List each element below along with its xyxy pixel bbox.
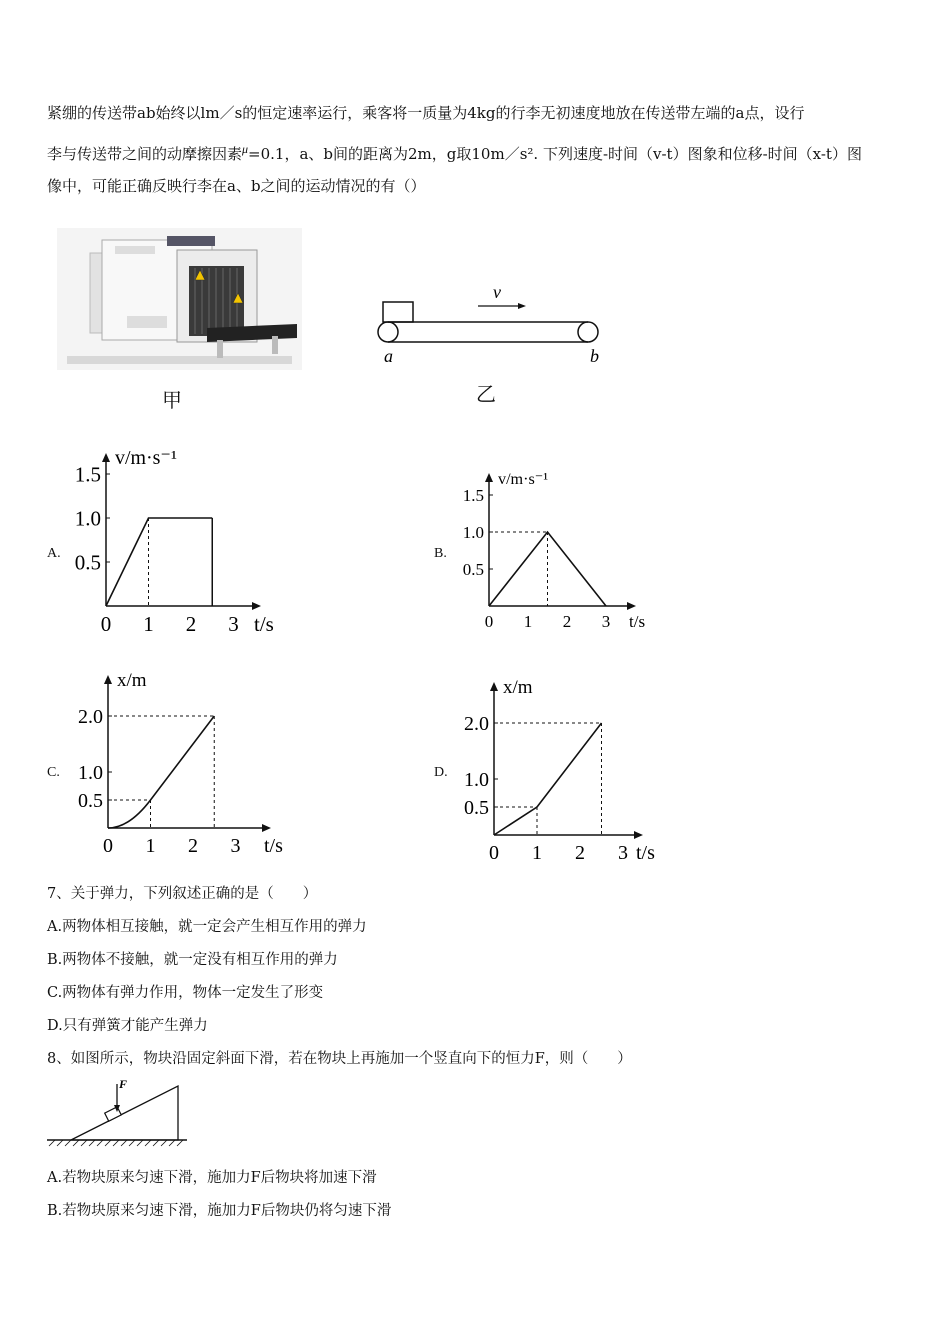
luggage-box bbox=[383, 302, 413, 322]
x-axis-label: t/s bbox=[629, 612, 646, 631]
y-tick-label: 0.5 bbox=[464, 797, 489, 819]
y-tick-label: 0.5 bbox=[462, 559, 484, 579]
left-roller bbox=[378, 322, 398, 342]
arrow-head bbox=[518, 303, 526, 309]
y-axis-label: v/m·s⁻¹ bbox=[115, 447, 177, 469]
y-tick-label: 1.0 bbox=[74, 506, 101, 531]
x-tick-label: 1 bbox=[523, 612, 533, 631]
y-axis-label: x/m bbox=[503, 677, 533, 698]
y-tick-label: 2.0 bbox=[464, 713, 489, 735]
y-tick-label: 1.0 bbox=[464, 769, 489, 791]
y-axis-arrow bbox=[102, 453, 110, 462]
block bbox=[105, 1107, 122, 1121]
x-axis-label: t/s bbox=[264, 835, 283, 857]
x-axis-arrow bbox=[634, 831, 643, 839]
figure-yi-caption: 乙 bbox=[476, 382, 496, 406]
x-tick-label: 1 bbox=[532, 842, 542, 864]
x-tick-label: 1 bbox=[143, 612, 154, 636]
right-roller bbox=[578, 322, 598, 342]
x-axis-arrow bbox=[252, 602, 261, 610]
mu-symbol: μ bbox=[242, 142, 249, 156]
conveyor-belt-diagram bbox=[370, 280, 610, 370]
q7-option-c[interactable]: C.两物体有弹力作用，物体一定发生了形变 bbox=[47, 985, 324, 1001]
chart-option-b bbox=[452, 462, 662, 642]
y-axis-arrow bbox=[490, 682, 498, 691]
data-line bbox=[106, 518, 212, 606]
chart-option-a bbox=[62, 440, 302, 645]
x-tick-label: 2 bbox=[188, 835, 198, 857]
y-tick-label: 2.0 bbox=[78, 706, 103, 728]
incline-wedge bbox=[71, 1086, 178, 1140]
q6-line-2 bbox=[47, 131, 917, 173]
figure-jia-caption: 甲 bbox=[162, 388, 182, 412]
velocity-label: v bbox=[493, 282, 501, 302]
incline-diagram bbox=[45, 1076, 195, 1148]
q7-stem: 7、关于弹力，下列叙述正确的是（ ） bbox=[47, 886, 318, 902]
q6-line-3: 像中，可能正确反映行李在a、b之间的运动情况的有（） bbox=[47, 177, 426, 195]
x-axis-label: t/s bbox=[254, 612, 274, 636]
q8-option-b[interactable]: B.若物块原来匀速下滑，施加力F后物块仍将匀速下滑 bbox=[47, 1203, 392, 1219]
xray-scanner-photo bbox=[57, 228, 302, 370]
x-axis-arrow bbox=[262, 824, 271, 832]
option-c-label[interactable]: C. bbox=[47, 765, 60, 780]
x-tick-label: 2 bbox=[562, 612, 572, 631]
x-tick-label: 0 bbox=[484, 612, 494, 631]
y-tick-label: 1.5 bbox=[462, 485, 484, 505]
data-line bbox=[494, 723, 602, 835]
y-axis-arrow bbox=[104, 675, 112, 684]
x-tick-label: 3 bbox=[618, 842, 628, 864]
y-axis-arrow bbox=[485, 473, 493, 482]
x-axis-label: t/s bbox=[636, 842, 655, 864]
x-tick-label: 2 bbox=[185, 612, 197, 636]
x-tick-label: 3 bbox=[228, 612, 239, 636]
x-tick-label: 1 bbox=[145, 835, 156, 857]
q8-stem: 8、如图所示，物块沿固定斜面下滑，若在物块上再施加一个竖直向下的恒力F，则（ ） bbox=[47, 1051, 632, 1067]
x-tick-label: 0 bbox=[103, 835, 113, 857]
y-tick-label: 1.5 bbox=[74, 462, 101, 487]
point-a-label: a bbox=[384, 346, 393, 366]
option-d-label[interactable]: D. bbox=[434, 765, 448, 780]
y-tick-label: 0.5 bbox=[78, 790, 103, 812]
x-tick-label: 0 bbox=[100, 612, 112, 636]
q7-option-b[interactable]: B.两物体不接触，就一定没有相互作用的弹力 bbox=[47, 952, 338, 968]
q6-line-2-pre: 李与传送带之间的动摩擦因素 bbox=[47, 145, 243, 163]
y-tick-label: 0.5 bbox=[74, 550, 101, 575]
y-tick-label: 1.0 bbox=[78, 762, 103, 784]
q7-option-a[interactable]: A.两物体相互接触，就一定会产生相互作用的弹力 bbox=[47, 919, 367, 935]
option-b-label[interactable]: B. bbox=[434, 546, 447, 561]
y-axis-label: v/m·s⁻¹ bbox=[498, 471, 549, 488]
x-tick-label: 2 bbox=[575, 842, 585, 864]
ground-hatch bbox=[49, 1140, 183, 1146]
data-line bbox=[108, 716, 214, 828]
q7-option-d[interactable]: D.只有弹簧才能产生弹力 bbox=[47, 1018, 208, 1034]
q6-line-1: 紧绷的传送带ab始终以lm／s的恒定速率运行，乘客将一质量为4kg的行李无初速度地放在传送带左端的a点，设行 bbox=[47, 104, 805, 122]
option-a-label[interactable]: A. bbox=[47, 546, 61, 561]
x-tick-label: 3 bbox=[230, 835, 241, 857]
q6-line-2-post: =0.1，a、b间的距离为2m，g取10m／s². 下列速度-时间（v-t）图象和位移-时间（x-t）图 bbox=[248, 145, 862, 163]
chart-option-c bbox=[62, 668, 302, 863]
point-b-label: b bbox=[590, 346, 599, 366]
x-tick-label: 0 bbox=[489, 842, 499, 864]
force-label: F bbox=[119, 1077, 128, 1091]
y-axis-label: x/m bbox=[117, 670, 147, 691]
chart-option-d bbox=[452, 675, 682, 867]
x-tick-label: 3 bbox=[601, 612, 611, 631]
x-axis-arrow bbox=[627, 602, 636, 610]
q8-option-a[interactable]: A.若物块原来匀速下滑，施加力F后物块将加速下滑 bbox=[47, 1170, 377, 1186]
y-tick-label: 1.0 bbox=[462, 522, 484, 542]
